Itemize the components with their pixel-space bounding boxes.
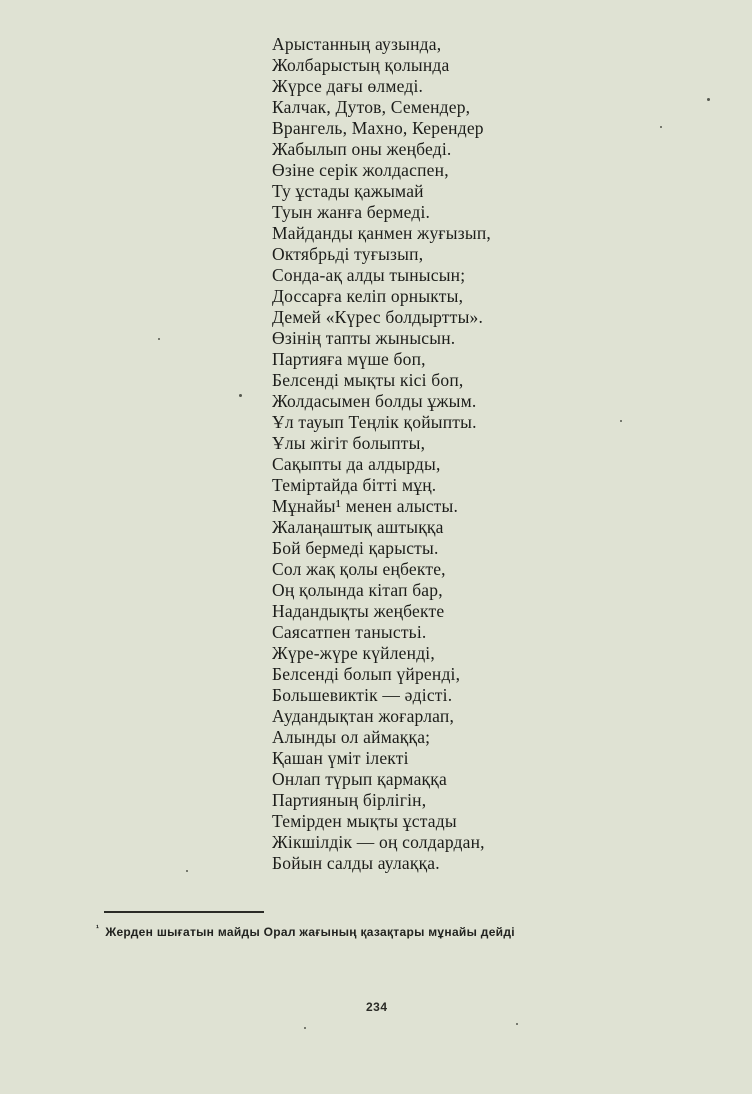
poem-line: Теміртайда бітті мұң. [272,475,437,495]
poem-line: Жалаңаштық аштыққа [272,517,444,537]
print-speck [660,126,662,128]
poem-line: Онлап түрып қармаққа [272,769,447,789]
footnote-divider [104,911,264,913]
poem-line: Ту ұстады қажымай [272,181,424,201]
poem-line: Бойын салды аулаққа. [272,853,440,873]
print-speck [239,394,242,397]
poem-line: Калчак, Дутов, Семендер, [272,97,471,117]
poem-line: Өзіне серік жолдаспен, [272,160,449,180]
poem-line: Өзінің тапты жынысын. [272,328,456,348]
poem-line: Майданды қанмен жуғызып, [272,223,491,243]
poem-line: Белсенді мықты кісі боп, [272,370,464,390]
poem-line: Жолбарыстың қолында [272,55,450,75]
poem-line: Алынды ол аймаққа; [272,727,431,747]
poem-line: Белсенді болып үйренді, [272,664,461,684]
poem-line: Сол жақ қолы еңбекте, [272,559,446,579]
poem-line: Жікшілдік — оң солдардан, [272,832,485,852]
poem-line: Оң қолында кітап бар, [272,580,443,600]
poem-line: Доссарға келіп орныкты, [272,286,464,306]
poem-line: Туын жанға бермеді. [272,202,431,222]
poem-line: Темірден мықты ұстады [272,811,457,831]
poem-line: Мұнайы¹ менен алысты. [272,496,459,516]
page-number: 234 [366,1000,388,1014]
footnote-text: Жерден шығатын майды Орал жағының қазақтары мұнайы дейді [105,925,515,939]
footnote-marker: ¹ [96,923,100,933]
poem-line: Аудандықтан жоғарлап, [272,706,455,726]
poem-line: Арыстанның аузында, [272,34,442,54]
poem-line: Қашан үміт ілекті [272,748,409,768]
print-speck [707,98,710,101]
poem-line: Жолдасымен болды ұжым. [272,391,477,411]
poem-line: Ұл тауып Теңлік қойыпты. [272,412,477,432]
poem-line: Ұлы жігіт болыпты, [272,433,426,453]
print-speck [620,420,622,422]
poem-line: Жүрсе дағы өлмеді. [272,76,424,96]
print-speck [304,1027,306,1029]
poem-text [272,34,632,874]
print-speck [158,338,160,340]
poem-line: Сақыпты да алдырды, [272,454,441,474]
print-speck [186,870,188,872]
poem-line: Жабылып оны жеңбеді. [272,139,452,159]
poem-line: Саясатпен таныстьі. [272,622,427,642]
poem-line: Партияның бірлігін, [272,790,427,810]
poem-line: Демей «Күрес болдыртты». [272,307,484,327]
footnote [96,920,726,941]
poem-line: Сонда-ақ алды тынысын; [272,265,466,285]
poem-line: Партияға мүше боп, [272,349,426,369]
poem-line: Надандықты жеңбекте [272,601,445,621]
poem-line: Большевиктік — әдісті. [272,685,453,705]
poem-line: Бой бермеді қарысты. [272,538,439,558]
poem-line: Врангель, Махно, Керендер [272,118,484,138]
poem-line: Октябрьді туғызып, [272,244,424,264]
print-speck [516,1023,518,1025]
poem-line: Жүре-жүре күйленді, [272,643,435,663]
